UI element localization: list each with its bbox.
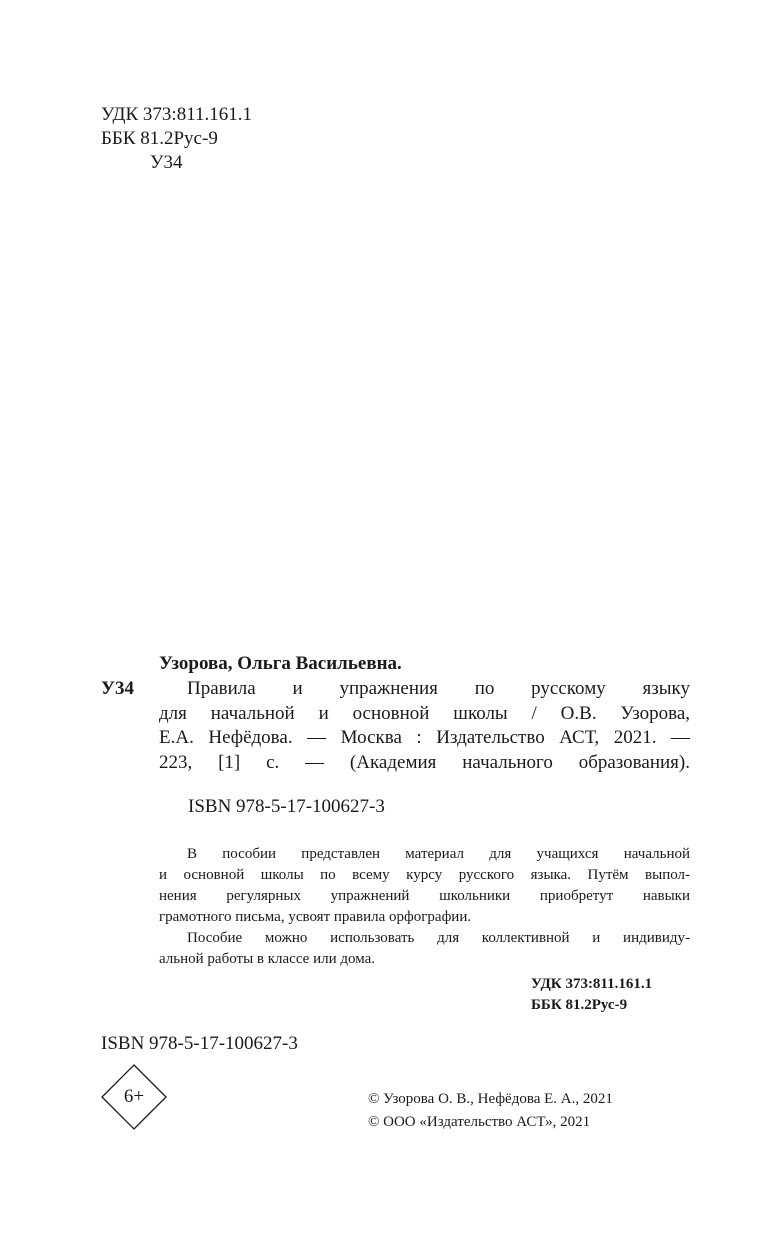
- isbn: ISBN 978-5-17-100627-3: [101, 1033, 298, 1054]
- copyright-line: © Узорова О. В., Нефёдова Е. А., 2021: [368, 1091, 613, 1107]
- abstract-line: В пособии представлен материал для учащихся начальной: [187, 846, 690, 862]
- udk-code: УДК 373:811.161.1: [101, 104, 252, 125]
- bbk-code: ББК 81.2Рус-9: [531, 997, 628, 1013]
- bib-line: 223, [1] с. — (Академия начального образования).: [159, 751, 690, 773]
- bbk-code: ББК 81.2Рус-9: [101, 128, 218, 149]
- age-rating-label: 6+: [123, 1086, 145, 1107]
- classification-codes: [101, 103, 252, 175]
- abstract-line: и основной школы по всему курсу русского языка. Путём выпол-: [159, 867, 690, 883]
- bib-line: Е.А. Нефёдова. — Москва : Издательство АСТ, 2021. —: [159, 727, 690, 748]
- author-sign: У34: [150, 152, 183, 173]
- copyright-block: [368, 1088, 613, 1134]
- abstract-line: грамотного письма, усвоят правила орфографии.: [159, 909, 472, 925]
- bibliographic-description: [159, 677, 690, 775]
- record-author-sign: У34: [101, 678, 134, 699]
- age-rating-badge: [101, 1064, 167, 1130]
- copyright-line: © ООО «Издательство АСТ», 2021: [368, 1114, 591, 1130]
- bib-line: для начальной и основной школы / О.В. Узорова,: [159, 702, 690, 724]
- abstract-line: нения регулярных упражнений школьники приобретут навыки: [159, 888, 690, 904]
- record-classification-codes: [531, 974, 652, 1016]
- record-author: Узорова, Ольга Васильевна.: [159, 653, 402, 674]
- udk-code: УДК 373:811.161.1: [531, 976, 653, 992]
- abstract: [159, 844, 690, 970]
- abstract-line: альной работы в классе или дома.: [159, 951, 375, 967]
- abstract-line: Пособие можно использовать для коллективной и индивиду-: [187, 930, 690, 946]
- record-isbn: ISBN 978-5-17-100627-3: [188, 796, 385, 817]
- bib-line: Правила и упражнения по русскому языку: [187, 678, 690, 699]
